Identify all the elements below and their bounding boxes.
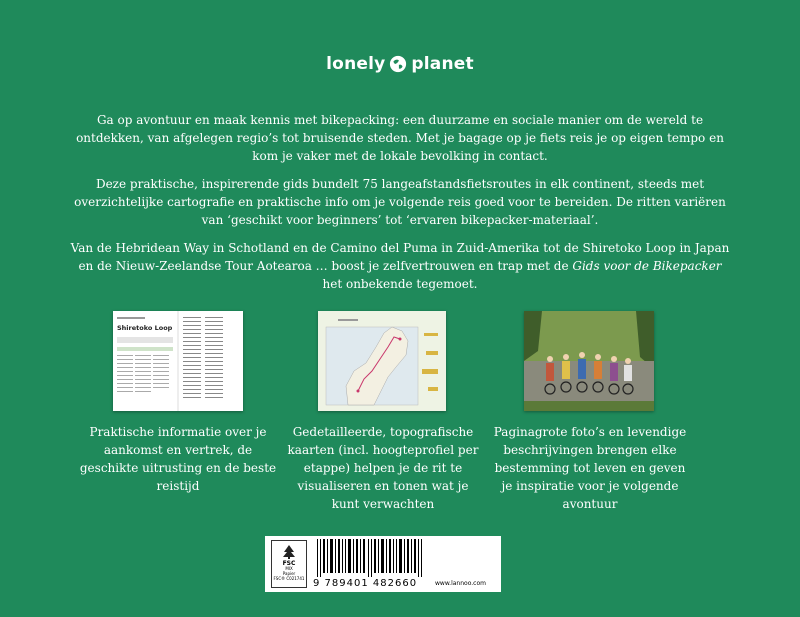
barcode-panel	[265, 536, 501, 592]
fsc-mix: MIX	[285, 566, 293, 571]
caption-practical-info: Praktische informatie over je aankomst en vertrek, de geschikte uitrusting en de beste reistijd	[79, 425, 277, 493]
thumbnail-map-pages	[318, 311, 446, 411]
fsc-papier: Papier	[282, 571, 296, 576]
thumb-title: Shiretoko Loop	[117, 324, 173, 332]
intro-paragraph-3: Van de Hebridean Way in Schotland en de Camino del Puma in Zuid-Amerika tot de Shiretoko Loop in Japan en de Nieuw-Zeelandse Tour Aotearoa … boost je zelfvertrouwen en trap met de Gids voor de Bikepacker het onbekende tegemoet.	[70, 241, 730, 291]
intro-paragraph-2: Deze praktische, inspirerende gids bundelt 75 langeafstandsfietsroutes in elk continent, steeds met overzichtelijke cartografie en praktische info om je volgende reis goed voor te bereiden. De ritten variëren van ‘geschikt voor beginners’ tot ‘ervaren bikepacker-materiaal’.	[74, 177, 726, 227]
caption-maps: Gedetailleerde, topografische kaarten (incl. hoogteprofiel per etappe) helpen je de rit te visualiseren en tonen wat je kunt verwachten	[287, 425, 479, 511]
intro-paragraph-1: Ga op avontuur en maak kennis met bikepacking: een duurzame en sociale manier om de wereld te ontdekken, van afgelegen regio’s tot bruisende steden. Met je bagage op je fiets reis je op eigen tempo en kom je vaker met de lokale bevolking in contact.	[76, 113, 724, 163]
cyclists-photo-illustration	[524, 311, 654, 411]
intro-text	[70, 111, 730, 303]
topographic-map-illustration	[318, 311, 446, 411]
fsc-label: FSC	[282, 560, 296, 567]
book-title: Gids voor de Bikepacker	[572, 259, 722, 273]
thumbnail-photo-pages	[524, 311, 654, 411]
isbn-number: 9 789401 482660	[313, 578, 418, 589]
fsc-logo	[271, 540, 307, 588]
caption-photos: Paginagrote foto’s en levendige beschrijvingen brengen elke bestemming tot leven en geven je inspiratie voor je volgende avontuur	[493, 425, 687, 511]
barcode-icon	[317, 539, 427, 577]
globe-icon	[389, 55, 407, 73]
thumbnail-info-pages	[113, 311, 243, 411]
fsc-code: FSC® C021741	[273, 576, 305, 581]
logo-text-planet: planet	[411, 54, 474, 74]
lonely-planet-logo	[0, 54, 800, 74]
logo-text-lonely: lonely	[326, 54, 386, 74]
tree-icon	[281, 544, 297, 560]
info-pages-illustration	[113, 311, 243, 411]
publisher-website: www.lannoo.com	[435, 580, 486, 587]
